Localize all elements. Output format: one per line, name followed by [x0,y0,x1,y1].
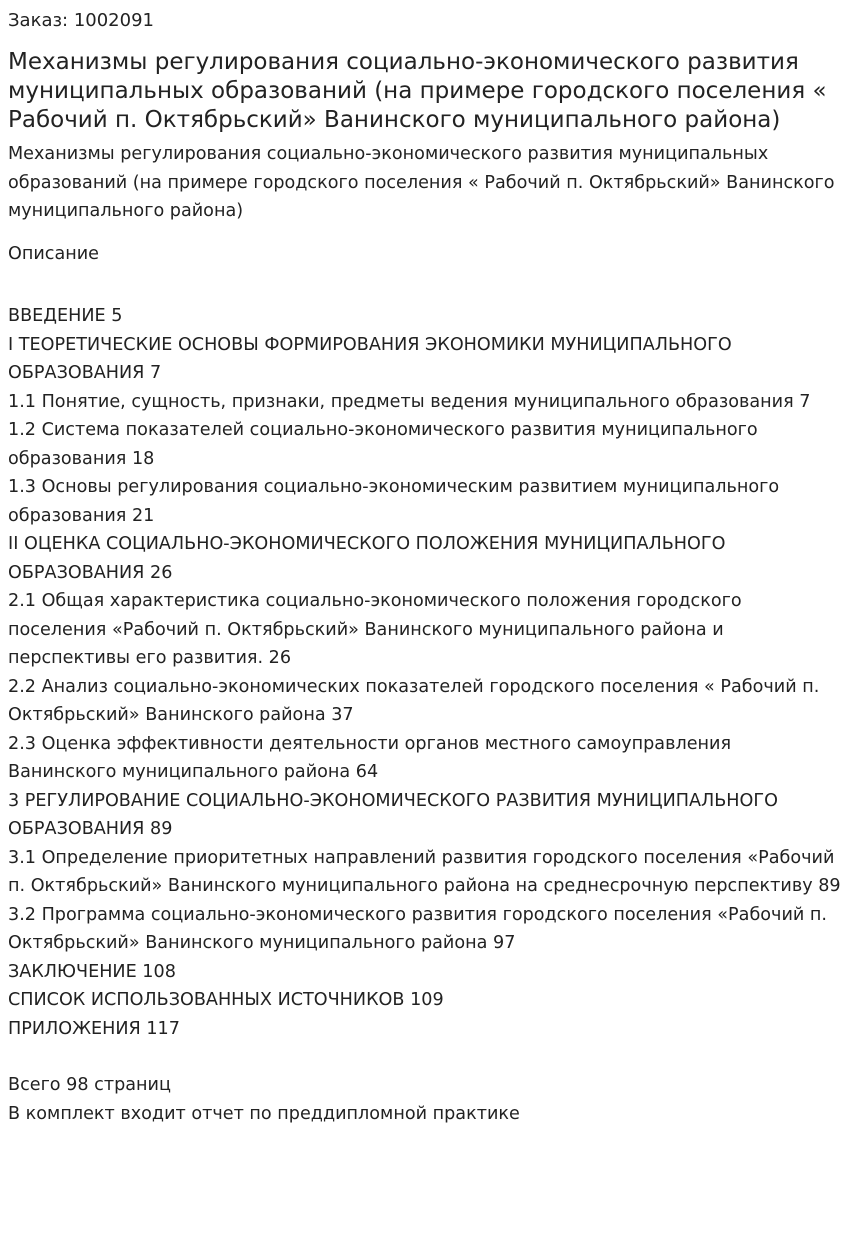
toc-item: СПИСОК ИСПОЛЬЗОВАННЫХ ИСТОЧНИКОВ 109 [8,990,444,1010]
document-footer [8,1071,839,1128]
toc-item: ПРИЛОЖЕНИЯ 117 [8,1018,180,1039]
toc-item: 3.2 Программа социально-экономического развития городского поселения «Рабочий п. Октябрьский» Ванинского муниципального района 97 [8,904,828,953]
document-title: Механизмы регулирования социально-экономического развития муниципальных образований (на примере городского поселения « Рабочий п. Октябрьский» Ванинского муниципального района) [8,49,827,133]
toc-item: 3 РЕГУЛИРОВАНИЕ СОЦИАЛЬНО-ЭКОНОМИЧЕСКОГО РАЗВИТИЯ МУНИЦИПАЛЬНОГО ОБРАЗОВАНИЯ 89 [8,790,778,839]
toc-item: 1.2 Система показателей социально-экономического развития муниципального образования 18 [8,420,758,469]
toc-item: 3.1 Определение приоритетных направлений развития городского поселения «Рабочий п. Октябрьский» Ванинского муниципального района на среднесрочную перспективу 89 [8,847,841,896]
toc-item: II ОЦЕНКА СОЦИАЛЬНО-ЭКОНОМИЧЕСКОГО ПОЛОЖЕНИЯ МУНИЦИПАЛЬНОГО ОБРАЗОВАНИЯ 26 [8,534,726,583]
toc-item: ЗАКЛЮЧЕНИЕ 108 [8,961,176,982]
toc-item: 1.1 Понятие, сущность, признаки, предметы ведения муниципального образования 7 [8,391,811,412]
toc-item: 1.3 Основы регулирования социально-экономическим развитием муниципального образования 21 [8,477,780,526]
toc-item: ВВЕДЕНИЕ 5 [8,306,123,326]
description-label: Описание [8,243,100,264]
toc-item: 2.3 Оценка эффективности деятельности органов местного самоуправления Ванинского муниципального района 64 [8,733,732,782]
table-of-contents [8,302,844,1043]
includes-note: В комплект входит отчет по преддипломной практике [8,1103,520,1124]
toc-item: 2.1 Общая характеристика социально-экономического положения городского поселения «Рабочий п. Октябрьский» Ванинского муниципального района и перспективы его развития. 26 [8,591,742,668]
toc-item: 2.2 Анализ социально-экономических показателей городского поселения « Рабочий п. Октябрьский» Ванинского района 37 [8,676,820,725]
document-subtitle: Механизмы регулирования социально-экономического развития муниципальных образований (на примере городского поселения « Рабочий п. Октябрьский» Ванинского муниципального района) [8,144,835,221]
page-count: Всего 98 страниц [8,1075,171,1095]
toc-item: I ТЕОРЕТИЧЕСКИЕ ОСНОВЫ ФОРМИРОВАНИЯ ЭКОНОМИКИ МУНИЦИПАЛЬНОГО ОБРАЗОВАНИЯ 7 [8,334,732,383]
order-number: Заказ: 1002091 [8,10,154,31]
